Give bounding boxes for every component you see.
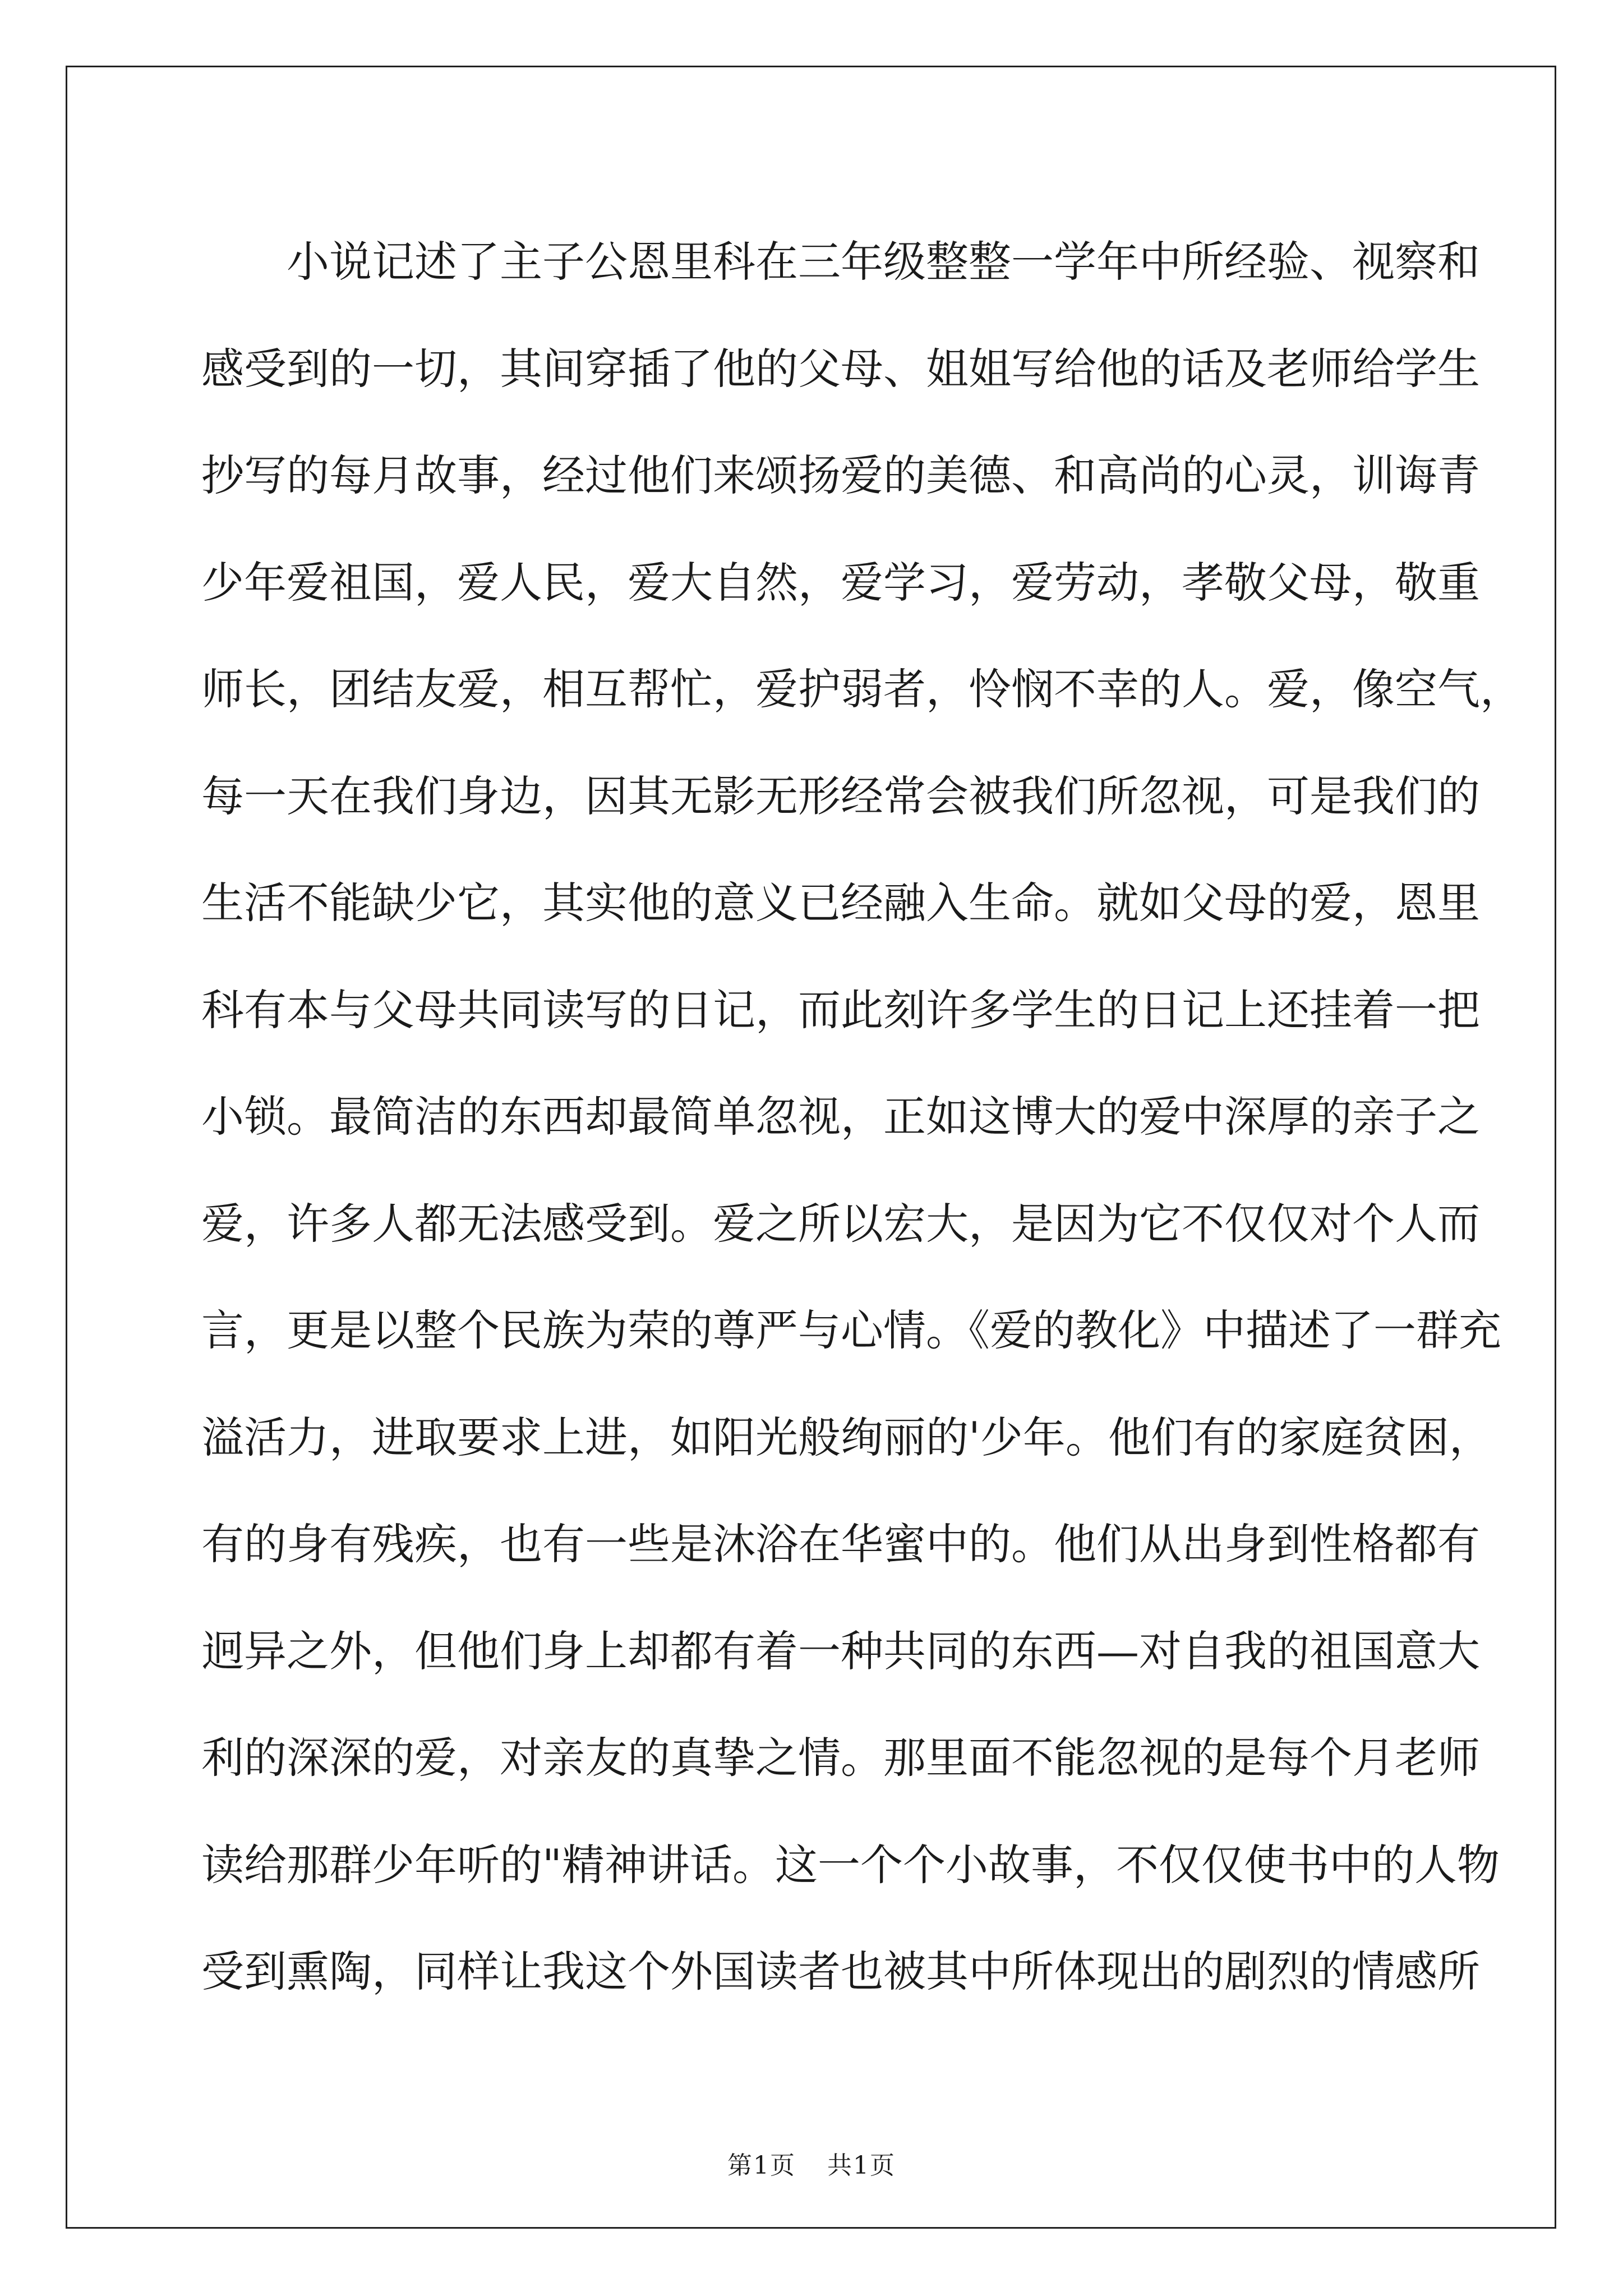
text-line: 师长，团结友爱，相互帮忙，爱护弱者，怜悯不幸的人。爱，像空气， (201, 664, 1523, 714)
text-line: 少年爱祖国，爱人民，爱大自然，爱学习，爱劳动，孝敬父母，敬重 (201, 557, 1480, 608)
text-line: 每一天在我们身边，因其无影无形经常会被我们所忽视，可是我们的 (201, 771, 1480, 821)
page-number-total: 共1页 (827, 2151, 896, 2180)
text-line: 小说记述了主子公恩里科在三年级整整一学年中所经验、视察和 (287, 237, 1480, 287)
body-text (201, 209, 1523, 2026)
text-line: 生活不能缺少它，其实他的意义已经融入生命。就如父母的爱，恩里 (201, 878, 1480, 928)
text-line: 有的身有残疾，也有一些是沐浴在华蜜中的。他们从出身到性格都有 (201, 1519, 1480, 1569)
text-line: 受到熏陶，同样让我这个外国读者也被其中所体现出的剧烈的情感所 (201, 1947, 1480, 1996)
text-line: 科有本与父母共同读写的日记，而此刻许多学生的日记上还挂着一把 (201, 984, 1480, 1035)
text-line: 抄写的每月故事，经过他们来颂扬爱的美德、和高尚的心灵，训诲青 (201, 450, 1480, 500)
page-number-current: 第1页 (727, 2151, 796, 2180)
text-line: 爱，许多人都无法感受到。爱之所以宏大，是因为它不仅仅对个人而 (201, 1198, 1480, 1249)
text-line: 迥异之外，但他们身上却都有着一种共同的东西—对自我的祖国意大 (201, 1626, 1480, 1676)
text-line: 感受到的一切，其间穿插了他的父母、姐姐写给他的话及老师给学生 (201, 343, 1480, 394)
page-footer (0, 2145, 1623, 2181)
text-line: 读给那群少年听的"精神讲话。这一个个小故事，不仅仅使书中的人物 (201, 1839, 1500, 1890)
text-line: 利的深深的爱，对亲友的真挚之情。那里面不能忽视的是每个月老师 (201, 1733, 1480, 1783)
text-line: 言，更是以整个民族为荣的尊严与心情。《爱的教化》中描述了一群充 (201, 1305, 1501, 1355)
text-line: 小锁。最简洁的东西却最简单忽视，正如这博大的爱中深厚的亲子之 (201, 1092, 1480, 1142)
text-line: 溢活力，进取要求上进，如阳光般绚丽的'少年。他们有的家庭贫困， (201, 1412, 1492, 1462)
